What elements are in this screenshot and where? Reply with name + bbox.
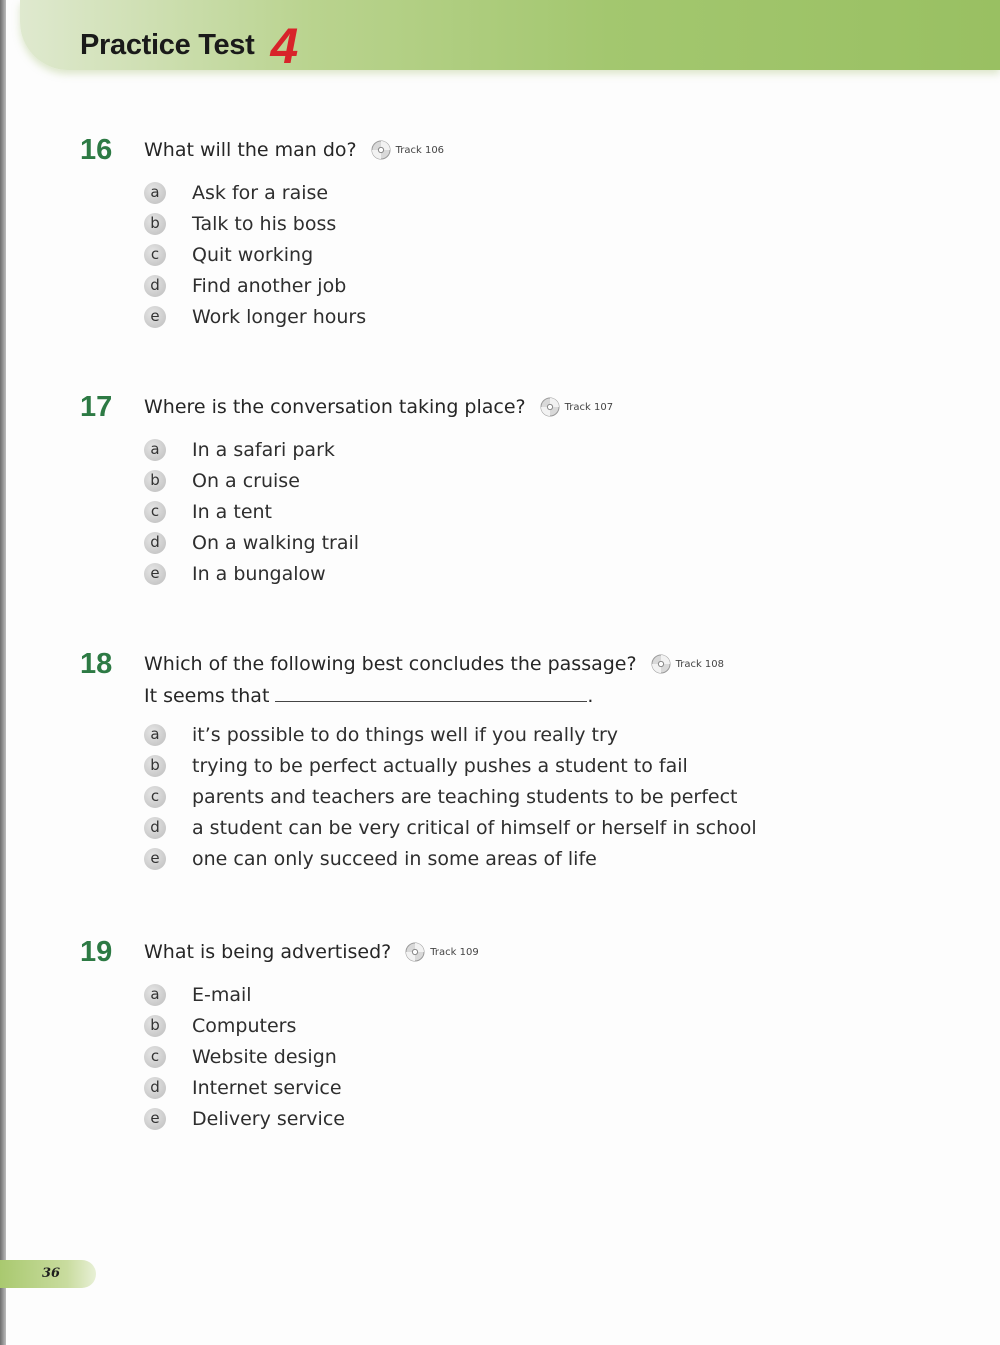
track-label: Track 106 xyxy=(395,144,445,156)
answer-option-d[interactable] xyxy=(144,1072,900,1103)
cd-icon xyxy=(371,140,391,160)
question-number: 18 xyxy=(80,647,113,680)
option-text: a student can be very critical of himself or herself in school xyxy=(192,816,757,839)
question-text: Where is the conversation taking place? xyxy=(144,396,526,418)
option-letter-badge: b xyxy=(144,755,166,777)
option-letter-badge: e xyxy=(144,848,166,870)
option-letter-badge: c xyxy=(144,244,166,266)
option-text: In a bungalow xyxy=(192,562,326,585)
answer-option-e[interactable] xyxy=(144,843,900,874)
option-text: Quit working xyxy=(192,243,314,266)
page-title xyxy=(80,18,299,74)
option-letter-badge: a xyxy=(144,984,166,1006)
option-text: Website design xyxy=(192,1045,337,1068)
option-text: In a tent xyxy=(192,500,272,523)
option-letter-badge: d xyxy=(144,817,166,839)
option-letter-badge: e xyxy=(144,306,166,328)
prompt-text: It seems that xyxy=(144,685,270,707)
answer-options xyxy=(144,979,900,1134)
audio-track[interactable] xyxy=(405,942,478,962)
option-letter-badge: a xyxy=(144,439,166,461)
option-text: Computers xyxy=(192,1014,297,1037)
answer-option-e[interactable] xyxy=(144,558,900,589)
option-letter-badge: d xyxy=(144,275,166,297)
option-letter-badge: c xyxy=(144,501,166,523)
option-letter-badge: b xyxy=(144,213,166,235)
cd-icon xyxy=(651,654,671,674)
answer-option-a[interactable] xyxy=(144,979,900,1010)
question-text: What will the man do? xyxy=(144,139,357,161)
option-text: one can only succeed in some areas of life xyxy=(192,847,597,870)
question-19 xyxy=(80,937,900,1134)
option-letter-badge: d xyxy=(144,1077,166,1099)
track-label: Track 108 xyxy=(675,658,725,670)
option-letter-badge: d xyxy=(144,532,166,554)
answer-option-c[interactable] xyxy=(144,496,900,527)
option-text: Find another job xyxy=(192,274,347,297)
page-title-text: Practice Test xyxy=(80,29,255,61)
question-number: 16 xyxy=(80,133,113,166)
option-letter-badge: c xyxy=(144,1046,166,1068)
option-letter-badge: e xyxy=(144,563,166,585)
option-text: On a cruise xyxy=(192,469,300,492)
audio-track[interactable] xyxy=(651,654,724,674)
option-text: Delivery service xyxy=(192,1107,345,1130)
answer-option-b[interactable] xyxy=(144,208,900,239)
option-text: trying to be perfect actually pushes a student to fail xyxy=(192,754,688,777)
audio-track[interactable] xyxy=(371,140,444,160)
option-text: On a walking trail xyxy=(192,531,360,554)
answer-option-a[interactable] xyxy=(144,177,900,208)
answer-option-b[interactable] xyxy=(144,465,900,496)
option-text: parents and teachers are teaching students to be perfect xyxy=(192,785,738,808)
answer-option-c[interactable] xyxy=(144,781,900,812)
option-text: it’s possible to do things well if you really try xyxy=(192,723,619,746)
answer-blank[interactable] xyxy=(275,683,587,702)
answer-option-d[interactable] xyxy=(144,812,900,843)
answer-option-c[interactable] xyxy=(144,239,900,270)
question-17 xyxy=(80,392,900,589)
option-letter-badge: a xyxy=(144,182,166,204)
answer-options xyxy=(144,434,900,589)
option-text: In a safari park xyxy=(192,438,335,461)
sentence-prompt xyxy=(144,683,900,707)
option-letter-badge: c xyxy=(144,786,166,808)
option-text: Ask for a raise xyxy=(192,181,329,204)
answer-option-d[interactable] xyxy=(144,527,900,558)
page-binding-edge xyxy=(0,0,6,1345)
question-number: 19 xyxy=(80,935,113,968)
practice-test-number: 4 xyxy=(270,18,299,74)
track-label: Track 109 xyxy=(430,946,479,958)
answer-option-d[interactable] xyxy=(144,270,900,301)
answer-option-b[interactable] xyxy=(144,1010,900,1041)
audio-track[interactable] xyxy=(540,397,613,417)
answer-options xyxy=(144,177,900,332)
answer-option-a[interactable] xyxy=(144,434,900,465)
prompt-end: . xyxy=(587,685,594,707)
option-text: Talk to his boss xyxy=(192,212,337,235)
option-letter-badge: a xyxy=(144,724,166,746)
answer-option-e[interactable] xyxy=(144,1103,900,1134)
page-number: 36 xyxy=(42,1266,61,1281)
answer-options xyxy=(144,719,900,874)
question-text: Which of the following best concludes the passage? xyxy=(144,653,637,675)
answer-option-a[interactable] xyxy=(144,719,900,750)
option-letter-badge: b xyxy=(144,1015,166,1037)
question-text: What is being advertised? xyxy=(144,941,392,963)
option-text: Internet service xyxy=(192,1076,342,1099)
track-label: Track 107 xyxy=(564,401,614,413)
answer-option-c[interactable] xyxy=(144,1041,900,1072)
option-text: E-mail xyxy=(192,983,252,1006)
option-text: Work longer hours xyxy=(192,305,367,328)
option-letter-badge: e xyxy=(144,1108,166,1130)
option-letter-badge: b xyxy=(144,470,166,492)
cd-icon xyxy=(540,397,560,417)
question-18 xyxy=(80,649,900,874)
answer-option-b[interactable] xyxy=(144,750,900,781)
cd-icon xyxy=(405,942,425,962)
question-16 xyxy=(80,135,900,332)
question-number: 17 xyxy=(80,390,113,423)
answer-option-e[interactable] xyxy=(144,301,900,332)
